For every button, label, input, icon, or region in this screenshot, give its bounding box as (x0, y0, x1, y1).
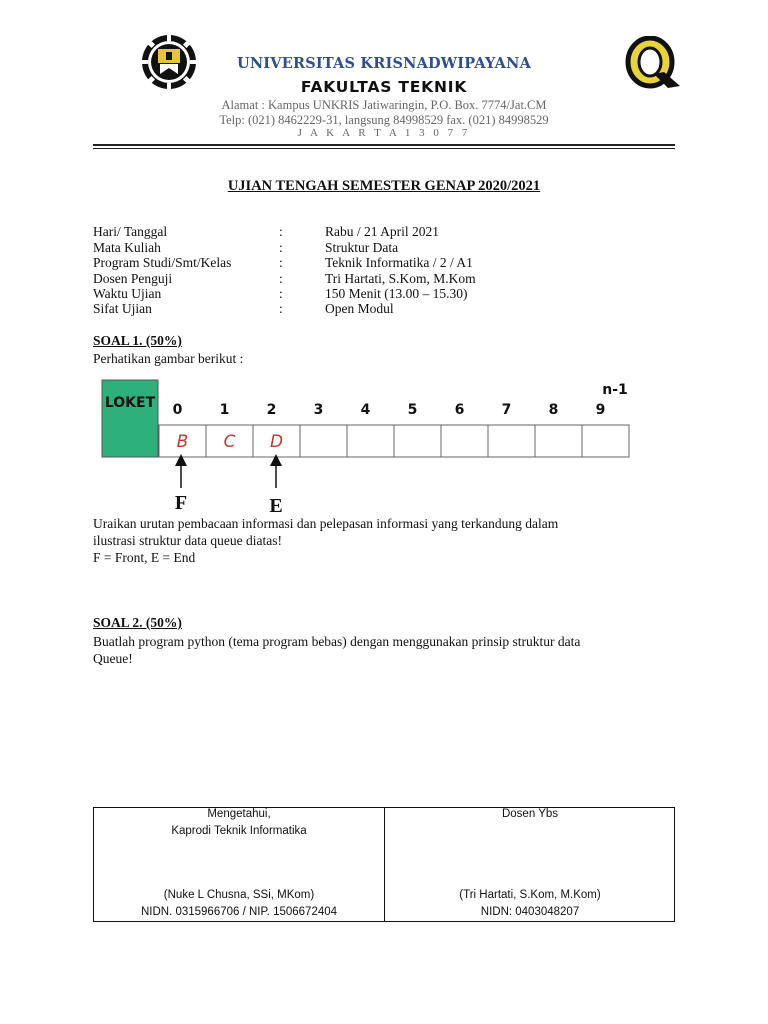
signature-left-greeting: Mengetahui, (207, 808, 271, 820)
signature-right-title: Dosen Ybs (501, 808, 559, 820)
queue-index-label: 4 (360, 402, 371, 418)
queue-cell (300, 425, 347, 457)
soal-1-instruction: Uraikan urutan pembacaan informasi dan pelepasan informasi yang terkandung dalam (93, 516, 559, 531)
signature-right-name: (Tri Hartati, S.Kom, M.Kom) (459, 889, 601, 901)
queue-cell-value: C (223, 432, 236, 452)
queue-cell (582, 425, 629, 457)
info-row (93, 255, 693, 271)
info-colon: : (279, 286, 283, 301)
header-divider-thin (93, 148, 675, 149)
soal-1-intro: Perhatikan gambar berikut : (93, 351, 244, 366)
queue-index-label: 9 (595, 402, 606, 418)
soal-1-legend: F = Front, E = End (93, 550, 196, 565)
queue-index-label: 7 (501, 402, 512, 418)
queue-cell (394, 425, 441, 457)
university-name: UNIVERSITAS KRISNADWIPAYANA (236, 55, 532, 72)
signature-left-title: Kaprodi Teknik Informatika (171, 825, 307, 837)
signature-right-cell (385, 808, 675, 921)
info-colon: : (279, 240, 283, 255)
queue-index-label: 2 (266, 402, 277, 418)
queue-index-label: 1 (219, 402, 230, 418)
info-value: Rabu / 21 April 2021 (325, 224, 439, 239)
signature-left-id: NIDN. 0315966706 / NIP. 1506672404 (140, 906, 338, 918)
info-row (93, 271, 693, 287)
soal-2-instruction-cont: Queue! (93, 651, 133, 666)
info-colon: : (279, 271, 283, 286)
queue-cell (535, 425, 582, 457)
info-colon: : (279, 301, 283, 316)
queue-cell (441, 425, 488, 457)
info-value: 150 Menit (13.00 – 15.30) (325, 286, 468, 301)
info-value: Struktur Data (325, 240, 399, 255)
info-row (93, 224, 693, 240)
queue-index-label: 6 (454, 402, 465, 418)
info-label: Waktu Ujian (93, 286, 162, 301)
last-index-label: n-1 (602, 382, 628, 398)
soal-2-instruction: Buatlah program python (tema program bebas) dengan menggunakan prinsip struktur data (93, 634, 581, 649)
info-colon: : (279, 224, 283, 239)
signature-table (93, 807, 675, 922)
loket-box (102, 380, 158, 457)
info-row (93, 286, 693, 302)
phone-line: Telp: (021) 8462229-31, langsung 84998529 fax. (021) 84998529 (219, 113, 549, 127)
info-row (93, 301, 693, 317)
info-value: Open Modul (325, 301, 394, 316)
info-label: Program Studi/Smt/Kelas (93, 255, 232, 270)
info-colon: : (279, 255, 283, 270)
signature-left-name: (Nuke L Chusna, SSi, MKom) (163, 889, 315, 901)
queue-index-label: 5 (407, 402, 418, 418)
info-value: Teknik Informatika / 2 / A1 (325, 255, 473, 270)
front-label: F (174, 492, 188, 514)
info-label: Hari/ Tanggal (93, 224, 168, 239)
queue-index-label: 3 (313, 402, 324, 418)
faculty-name: FAKULTAS TEKNIK (300, 78, 468, 96)
queue-cell (488, 425, 535, 457)
info-value: Tri Hartati, S.Kom, M.Kom (325, 271, 476, 286)
info-label: Sifat Ujian (93, 301, 152, 316)
header-divider-thick (93, 144, 675, 146)
address-line: Alamat : Kampus UNKRIS Jatiwaringin, P.O. Box. 7774/Jat.CM (221, 98, 547, 112)
exam-title: UJIAN TENGAH SEMESTER GENAP 2020/2021 (227, 178, 541, 194)
queue-index-label: 8 (548, 402, 559, 418)
signature-left-cell (94, 808, 384, 921)
queue-cell-value: D (269, 432, 284, 452)
info-row (93, 240, 693, 256)
info-label: Mata Kuliah (93, 240, 161, 255)
soal-1-instruction-cont: ilustrasi struktur data queue diatas! (93, 533, 282, 548)
soal-1-title: SOAL 1. (50%) (93, 333, 182, 348)
loket-label: LOKET (104, 395, 156, 411)
end-label: E (269, 495, 283, 516)
queue-cell (347, 425, 394, 457)
queue-cell-value: B (176, 432, 189, 452)
soal-2-title: SOAL 2. (50%) (93, 615, 182, 630)
info-label: Dosen Penguji (93, 271, 173, 286)
signature-right-id: NIDN: 0403048207 (480, 906, 580, 918)
queue-diagram (95, 376, 640, 516)
city-line: J A K A R T A 1 3 0 7 7 (297, 127, 471, 139)
queue-index-label: 0 (172, 402, 183, 418)
